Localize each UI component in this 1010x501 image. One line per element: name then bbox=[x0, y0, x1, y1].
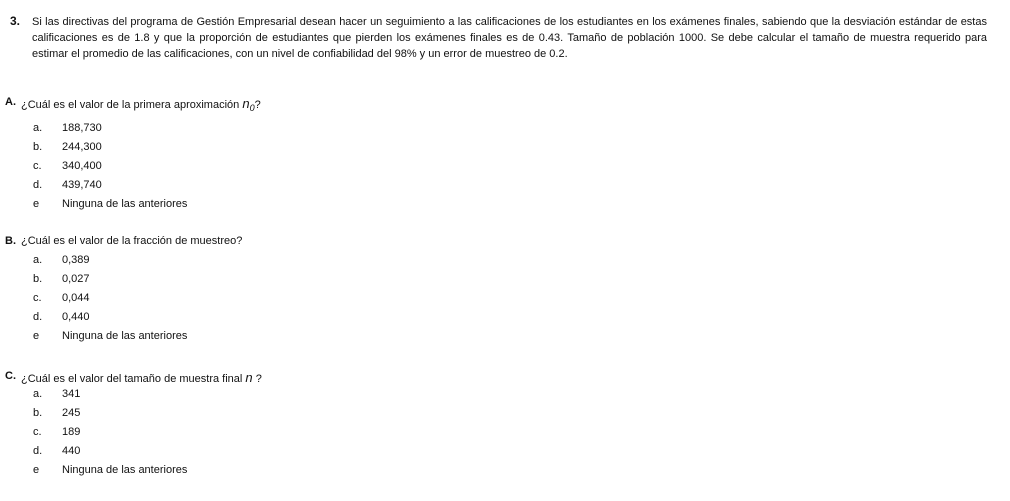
part-a-letter: A. bbox=[5, 96, 16, 108]
option-letter: d. bbox=[33, 179, 43, 191]
part-a-symbol: n bbox=[242, 96, 250, 111]
option-text: 188,730 bbox=[62, 122, 102, 134]
option-letter: c. bbox=[33, 160, 42, 172]
option-text: 439,740 bbox=[62, 179, 102, 191]
part-a-question-suffix: ? bbox=[254, 99, 261, 111]
problem-statement: Si las directivas del programa de Gestión Empresarial desean hacer un seguimiento a las calificaciones de los estudiantes en los exámenes finales, sabiendo que la desviación estándar de estas calificaciones es de 1.8 y que la proporción de estudiantes que pierden los exámenes finales es de 0.43. Tamaño de población 1000. Se debe calcular el tamaño de muestra requerido para estimar el promedio de las calificaciones, con un nivel de confiabilidad del 98% y un error de muestreo de 0.2. bbox=[32, 16, 987, 60]
part-c-letter: C. bbox=[5, 370, 16, 382]
option-text: Ninguna de las anteriores bbox=[62, 198, 188, 210]
option-letter: b. bbox=[33, 407, 43, 419]
part-b-letter: B. bbox=[5, 235, 16, 247]
option-text: 0,044 bbox=[62, 292, 90, 304]
option-letter: b. bbox=[33, 141, 43, 153]
option-text: 440 bbox=[62, 445, 81, 457]
option-text: 245 bbox=[62, 407, 81, 419]
option-text: 341 bbox=[62, 388, 81, 400]
part-a-question-text: ¿Cuál es el valor de la primera aproximación bbox=[21, 99, 240, 111]
part-a-question bbox=[21, 96, 261, 111]
option-letter: d. bbox=[33, 445, 43, 457]
option-text: Ninguna de las anteriores bbox=[62, 330, 188, 342]
option-text: 340,400 bbox=[62, 160, 102, 172]
option-letter: a. bbox=[33, 122, 43, 134]
part-c-question-text: ¿Cuál es el valor del tamaño de muestra final bbox=[21, 373, 243, 385]
option-text: 0,440 bbox=[62, 311, 90, 323]
option-letter: c. bbox=[33, 292, 42, 304]
option-letter: e bbox=[33, 330, 40, 342]
option-letter: e bbox=[33, 198, 40, 210]
option-letter: b. bbox=[33, 273, 43, 285]
option-text: 0,389 bbox=[62, 254, 90, 266]
option-letter: d. bbox=[33, 311, 43, 323]
option-text: 244,300 bbox=[62, 141, 102, 153]
option-letter: a. bbox=[33, 388, 43, 400]
option-text: 189 bbox=[62, 426, 81, 438]
part-b-question: ¿Cuál es el valor de la fracción de muestreo? bbox=[21, 235, 243, 247]
problem-number: 3. bbox=[10, 14, 21, 28]
part-a-subscript: 0 bbox=[249, 103, 255, 113]
part-c-symbol: n bbox=[245, 370, 253, 385]
option-text: Ninguna de las anteriores bbox=[62, 464, 188, 476]
part-c-question-suffix: ? bbox=[255, 373, 262, 385]
option-text: 0,027 bbox=[62, 273, 90, 285]
option-letter: a. bbox=[33, 254, 43, 266]
option-letter: e bbox=[33, 464, 40, 476]
option-letter: c. bbox=[33, 426, 42, 438]
part-c-question bbox=[21, 370, 262, 385]
